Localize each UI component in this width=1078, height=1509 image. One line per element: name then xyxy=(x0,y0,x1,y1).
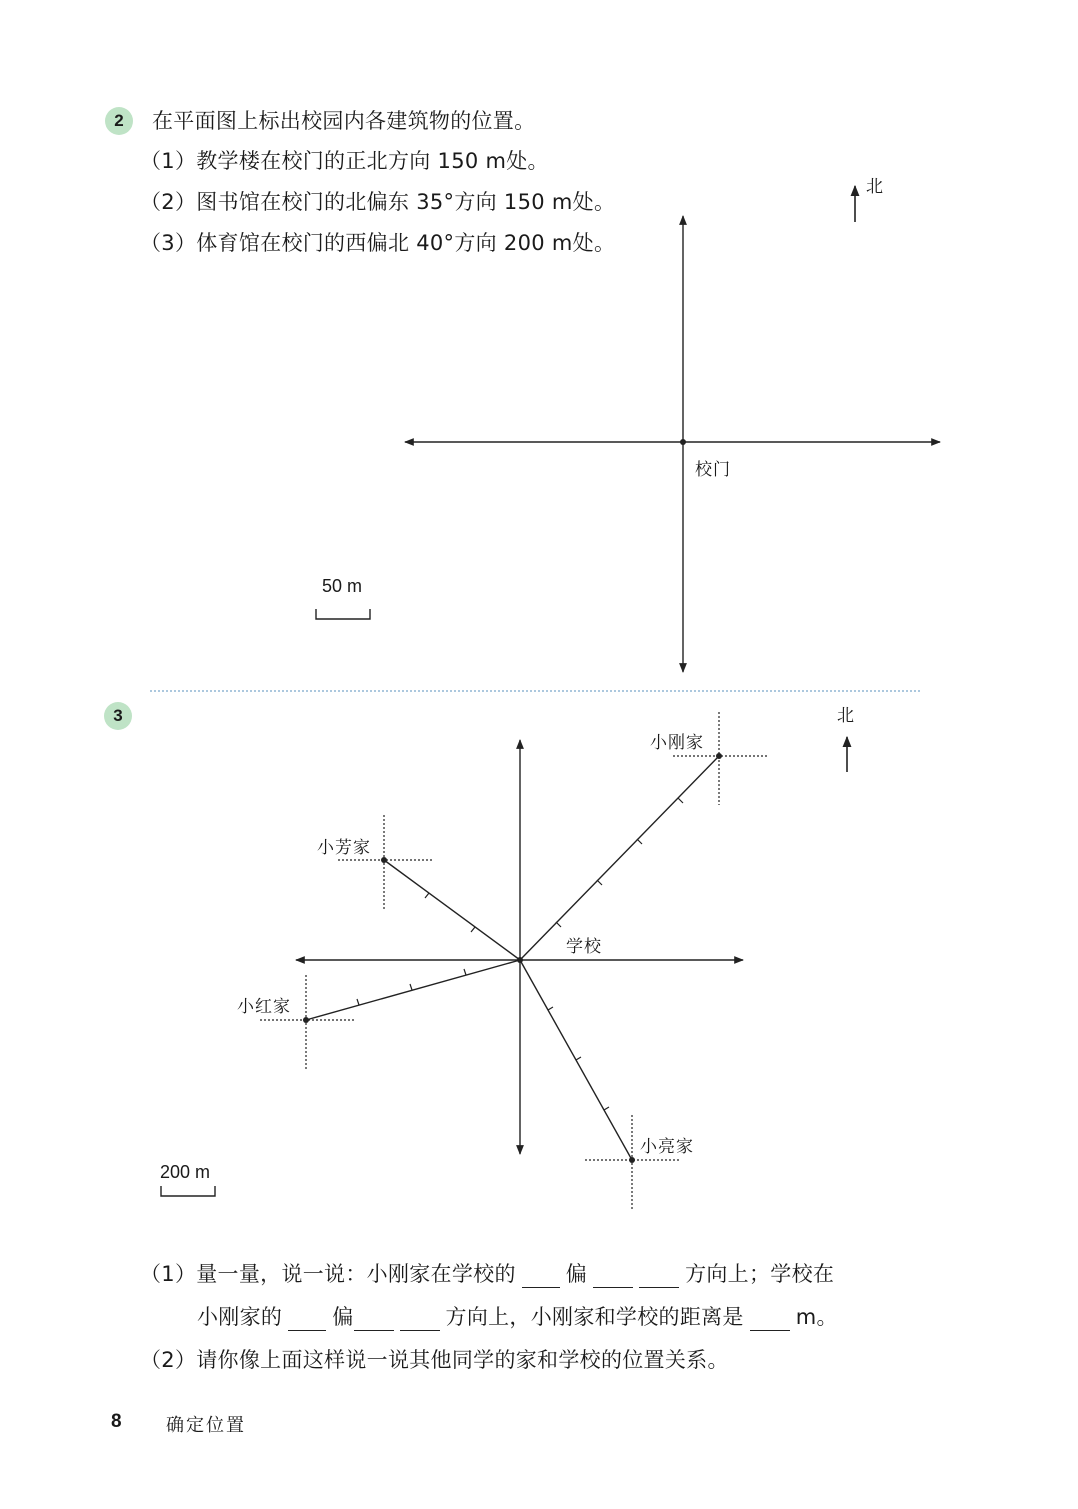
answer-blank-5[interactable] xyxy=(354,1308,394,1331)
q3-sub1-line2-a: 小刚家的 xyxy=(197,1305,283,1329)
q3-sub1-pian: 偏 xyxy=(565,1262,588,1286)
q3-sub2: （2）请你像上面这样说一说其他同学的家和学校的位置关系。 xyxy=(140,1348,729,1372)
answer-blank-7[interactable] xyxy=(750,1308,790,1331)
q3-sub1-line2-b: 方向上，小刚家和学校的距离是 xyxy=(445,1305,744,1329)
q2-axes xyxy=(405,216,940,672)
q3-label-xiaoliang: 小亮家 xyxy=(640,1137,694,1157)
question-2-item-1: （1）教学楼在校门的正北方向 150 m处。 xyxy=(140,149,549,173)
page-number: 8 xyxy=(111,1411,122,1432)
answer-blank-6[interactable] xyxy=(400,1308,440,1331)
q3-label-xiaofang: 小芳家 xyxy=(317,838,371,858)
q2-origin-dot xyxy=(680,439,686,445)
q3-north-label: 北 xyxy=(837,706,855,726)
ray-to-xiaohong xyxy=(260,960,520,1070)
q3-sub1-prefix: （1）量一量，说一说：小刚家在学校的 xyxy=(140,1262,516,1286)
q3-sub1-line2-pian: 偏 xyxy=(332,1305,354,1329)
ray-to-xiaoliang xyxy=(520,960,680,1210)
q3-origin-label: 学校 xyxy=(566,937,602,957)
q2-origin-label: 校门 xyxy=(695,460,731,480)
q3-scale-label: 200 m xyxy=(160,1162,211,1182)
q3-label-xiaogang: 小刚家 xyxy=(650,733,704,753)
q3-label-xiaohong: 小红家 xyxy=(237,997,291,1017)
chapter-title: 确定位置 xyxy=(166,1415,246,1436)
q2-north-label: 北 xyxy=(866,177,884,197)
q3-scale-bar xyxy=(161,1186,215,1196)
answer-blank-3[interactable] xyxy=(639,1265,679,1288)
question-2-item-2: （2）图书馆在校门的北偏东 35°方向 150 m处。 xyxy=(140,190,616,214)
q3-sub1-mid: 方向上；学校在 xyxy=(685,1262,835,1286)
answer-blank-2[interactable] xyxy=(593,1265,633,1288)
question-3-badge: 3 xyxy=(104,702,132,730)
q2-scale-label: 50 m xyxy=(322,576,363,596)
q3-sub1-line1 xyxy=(140,1260,834,1288)
q3-origin-dot xyxy=(517,957,523,963)
question-2-badge: 2 xyxy=(105,107,133,135)
q3-sub1-line2-unit: m。 xyxy=(795,1305,838,1329)
answer-blank-4[interactable] xyxy=(288,1308,326,1331)
q3-sub1-line2 xyxy=(197,1303,838,1331)
question-2-title: 在平面图上标出校园内各建筑物的位置。 xyxy=(152,109,536,133)
question-2-item-3: （3）体育馆在校门的西偏北 40°方向 200 m处。 xyxy=(140,231,616,255)
answer-blank-1[interactable] xyxy=(522,1265,560,1288)
q3-axes xyxy=(296,740,743,1154)
q2-scale-bar xyxy=(316,609,370,619)
ray-to-xiaogang xyxy=(520,712,768,960)
